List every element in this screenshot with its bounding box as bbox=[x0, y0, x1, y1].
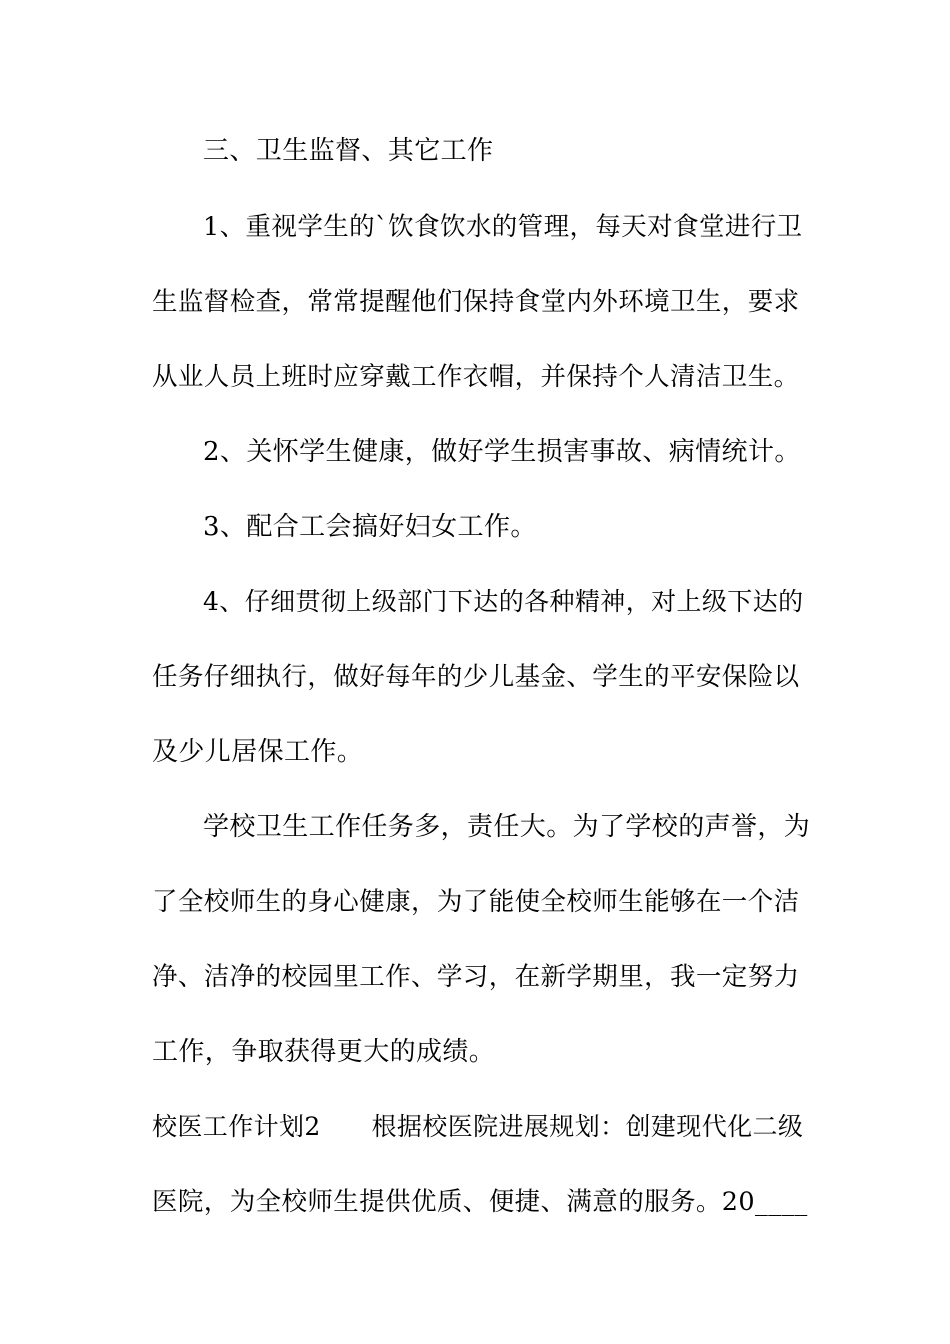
paragraph-line: 医院，为全校师生提供优质、便捷、满意的服务。20____ bbox=[152, 1187, 808, 1217]
paragraph-line: 及少儿居保工作。 bbox=[152, 737, 364, 767]
paragraph-line: 3、配合工会搞好妇女工作。 bbox=[203, 512, 537, 542]
section-heading: 三、卫生监督、其它工作 bbox=[203, 136, 494, 166]
paragraph-line: 1、重视学生的`饮食饮水的管理，每天对食堂进行卫 bbox=[203, 212, 803, 242]
paragraph-line: 4、仔细贯彻上级部门下达的各种精神，对上级下达的 bbox=[203, 587, 804, 616]
paragraph-line: 学校卫生工作任务多，责任大。为了学校的声誉，为 bbox=[203, 812, 811, 842]
paragraph-line: 生监督检查，常常提醒他们保持食堂内外环境卫生，要求 bbox=[152, 287, 800, 317]
paragraph-line: 2、关怀学生健康，做好学生损害事故、病情统计。 bbox=[203, 437, 801, 467]
paragraph-line: 了全校师生的身心健康，为了能使全校师生能够在一个洁 bbox=[152, 887, 800, 917]
paragraph-line: 校医工作计划2 根据校医院进展规划：创建现代化二级 bbox=[152, 1112, 804, 1141]
paragraph-line: 任务仔细执行，做好每年的少儿基金、学生的平安保险以 bbox=[152, 662, 800, 692]
paragraph-line: 净、洁净的校园里工作、学习，在新学期里，我一定努力 bbox=[152, 962, 800, 992]
paragraph-line: 工作，争取获得更大的成绩。 bbox=[152, 1037, 496, 1067]
paragraph-line: 从业人员上班时应穿戴工作衣帽，并保持个人清洁卫生。 bbox=[152, 362, 800, 392]
